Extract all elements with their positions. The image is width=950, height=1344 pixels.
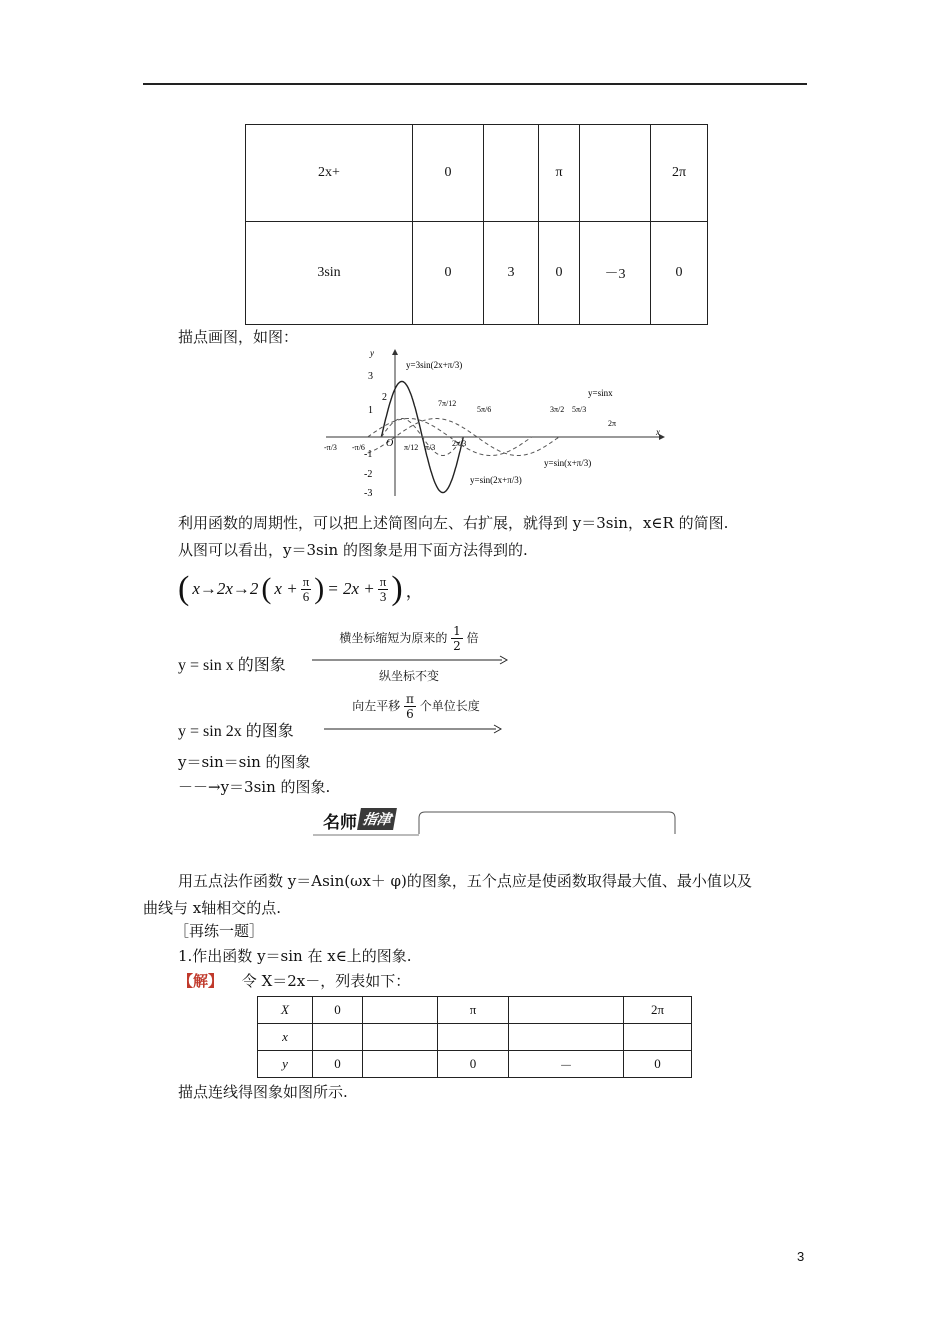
line-b: －－→y＝3sin 的图象. bbox=[178, 778, 331, 796]
x-tick: -π/3 bbox=[324, 443, 337, 452]
table-cell bbox=[509, 997, 624, 1024]
chain-part-b: x + bbox=[274, 579, 298, 598]
table-cell: － bbox=[509, 1051, 624, 1078]
arrow1-bottom: 纵坐标不变 bbox=[378, 669, 439, 683]
table-cell bbox=[484, 125, 539, 222]
table-cell bbox=[313, 1024, 363, 1051]
banner-right: 指津 bbox=[357, 808, 397, 830]
table-row bbox=[258, 1051, 692, 1078]
x-tick: 7π/12 bbox=[438, 399, 457, 408]
table-cell: 0 bbox=[413, 125, 484, 222]
arrow2-left: y = sin 2x 的图象 bbox=[178, 723, 294, 740]
table-cell: －3 bbox=[580, 222, 651, 325]
table-cell: y bbox=[258, 1051, 313, 1078]
page-number: 3 bbox=[797, 1249, 805, 1264]
x-tick: -π/6 bbox=[352, 443, 365, 452]
x-axis-label: x bbox=[656, 427, 660, 437]
table-cell: π bbox=[438, 997, 509, 1024]
table-cell: 3 bbox=[484, 222, 539, 325]
value-table-1 bbox=[245, 124, 708, 325]
value-table-2 bbox=[257, 996, 692, 1078]
inner-paren: ( bbox=[261, 572, 272, 605]
origin-label: O bbox=[386, 438, 394, 449]
paragraph-3-line1: 用五点法作函数 y＝Asin(ωx＋ φ)的图象，五个点应是使函数取得最大值、最小值以及 bbox=[178, 872, 752, 890]
inner-paren-close: ) bbox=[314, 572, 325, 605]
table-cell: 0 bbox=[438, 1051, 509, 1078]
chain-part-c: = 2x + bbox=[327, 579, 375, 598]
transform-chain bbox=[178, 572, 423, 606]
table-row bbox=[258, 997, 692, 1024]
label-sin2x: y=sin(2x+π/3) bbox=[470, 475, 522, 485]
table-cell: π bbox=[539, 125, 580, 222]
label-3sin: y=3sin(2x+π/3) bbox=[406, 360, 463, 370]
banner-left: 名师 bbox=[323, 813, 357, 833]
tips-banner bbox=[313, 806, 678, 836]
table-row bbox=[258, 1024, 692, 1051]
table-cell: 0 bbox=[539, 222, 580, 325]
y-tick: -2 bbox=[364, 469, 373, 480]
x-tick: 5π/3 bbox=[572, 405, 587, 414]
fraction-pi-3: $\frac{\pi}{3}$ bbox=[379, 573, 387, 604]
table-row bbox=[246, 222, 708, 325]
table-cell: 0 bbox=[624, 1051, 692, 1078]
arrow2-top: 向左平移 $\frac{\pi}{6}$ 个单位长度 bbox=[352, 692, 480, 721]
x-tick: π/12 bbox=[404, 443, 419, 452]
table-cell: 3sin bbox=[246, 222, 413, 325]
y-tick: 1 bbox=[368, 405, 373, 416]
sine-graph-figure bbox=[322, 346, 670, 502]
arrow2-shaft bbox=[324, 724, 502, 734]
paragraph-3-line2: 曲线与 x轴相交的点. bbox=[143, 899, 281, 917]
table-cell bbox=[438, 1024, 509, 1051]
y-tick: 3 bbox=[368, 371, 373, 382]
paragraph-2: 从图可以看出，y＝3sin 的图象是用下面方法得到的. bbox=[178, 541, 528, 559]
table-cell bbox=[580, 125, 651, 222]
table-cell: 2x+ bbox=[246, 125, 413, 222]
x-tick: 2π/3 bbox=[452, 439, 467, 448]
label-sinshift: y=sin(x+π/3) bbox=[544, 458, 592, 468]
table-cell: x bbox=[258, 1024, 313, 1051]
paragraph-1: 利用函数的周期性，可以把上述简图向左、右扩展，就得到 y＝3sin，x∈R 的简图. bbox=[178, 514, 729, 532]
solution-line bbox=[178, 970, 410, 991]
chain-comma: ， bbox=[405, 581, 423, 601]
table-cell: 0 bbox=[651, 222, 708, 325]
table-row bbox=[246, 125, 708, 222]
table-cell: 0 bbox=[313, 1051, 363, 1078]
table-cell bbox=[509, 1024, 624, 1051]
table-cell: 0 bbox=[313, 997, 363, 1024]
solution-tag: 【解】 bbox=[178, 972, 224, 990]
x-tick: 5π/6 bbox=[477, 405, 492, 414]
exercise-question: 1.作出函数 y＝sin 在 x∈上的图象. bbox=[178, 947, 412, 965]
closing-text: 描点连线得图象如图所示. bbox=[178, 1083, 348, 1101]
open-paren: ( bbox=[178, 570, 190, 607]
arrow1-left: y = sin x 的图象 bbox=[178, 657, 286, 674]
table-cell: X bbox=[258, 997, 313, 1024]
table-cell: 0 bbox=[413, 222, 484, 325]
arrow1-top: 横坐标缩短为原来的 $\frac{1}{2}$ 倍 bbox=[339, 624, 479, 653]
x-tick: 2π bbox=[608, 419, 617, 428]
y-tick: -1 bbox=[364, 449, 373, 460]
plot-caption: 描点画图，如图： bbox=[178, 328, 299, 346]
x-tick: 3π/2 bbox=[550, 405, 565, 414]
x-tick: π/3 bbox=[425, 443, 436, 452]
table-cell: 2π bbox=[624, 997, 692, 1024]
solution-text: 令 X＝2x－，列表如下： bbox=[241, 972, 411, 990]
chain-part-a: x→2x→2 bbox=[192, 579, 259, 598]
y-tick: 2 bbox=[382, 392, 387, 403]
header-rule bbox=[143, 83, 807, 85]
exercise-heading: ［再练一题］ bbox=[174, 922, 265, 940]
line-a: y＝sin＝sin 的图象 bbox=[178, 753, 311, 771]
table-cell: 2π bbox=[651, 125, 708, 222]
table-cell bbox=[363, 1051, 438, 1078]
label-sinx: y=sinx bbox=[588, 388, 613, 398]
close-paren: ) bbox=[391, 570, 403, 607]
fraction-pi-6: $\frac{\pi}{6}$ bbox=[302, 573, 310, 604]
table-cell bbox=[363, 997, 438, 1024]
table-cell bbox=[363, 1024, 438, 1051]
arrow1-shaft bbox=[312, 655, 508, 665]
table-cell bbox=[624, 1024, 692, 1051]
y-axis-label: y bbox=[370, 348, 374, 358]
y-tick: -3 bbox=[364, 488, 373, 499]
